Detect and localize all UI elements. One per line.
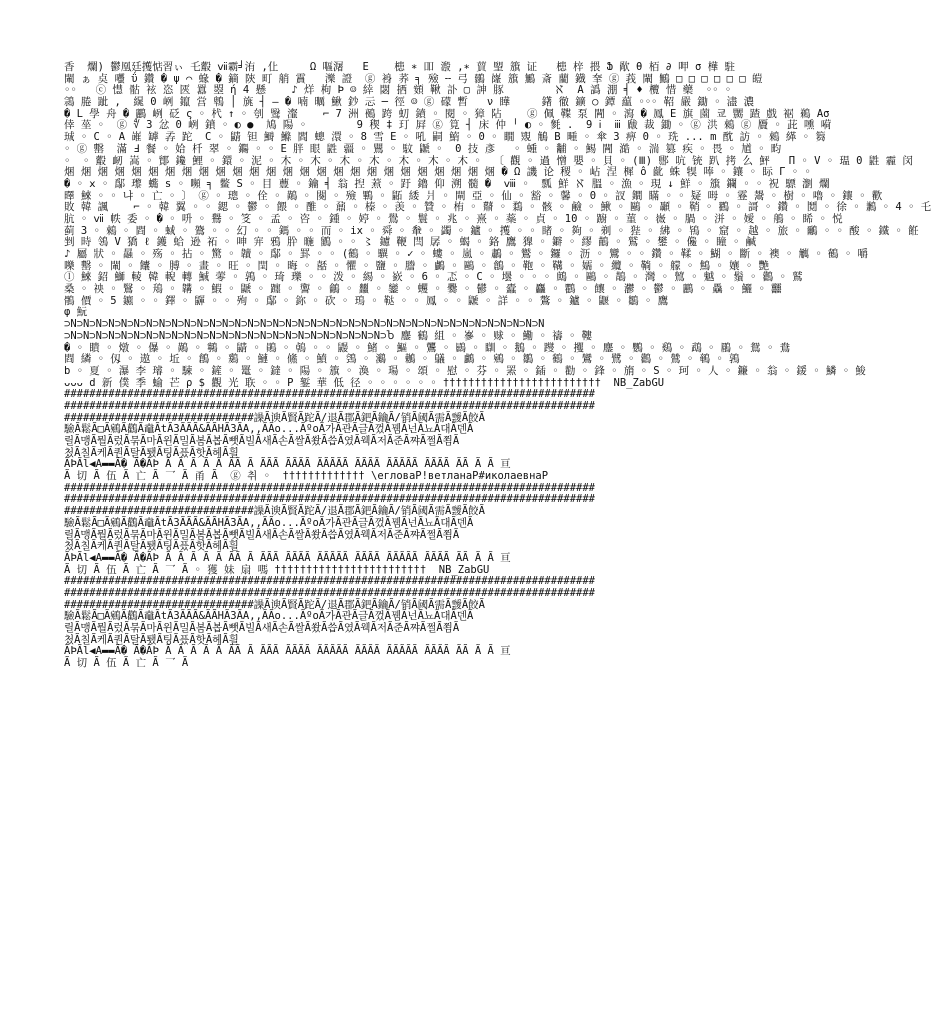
text-line: 릴Ã맹Ã뭘Ã렀Ã묶Ã마Ã윈Ã밀Ã봄Ã봅Ã뺏Ã빌Ã새Ã손Ã쌀Ã쐈Ã씁Ã였Ã웩Ã저Ã준Ã쨔Ã쩔Ã쬠Ã (64, 528, 460, 541)
text-line: #################################################################################### (64, 493, 596, 506)
text-line: 倖 莝 ◦ ⓖ ∜ 3 忿 0 峢 鐼 ◦ ◐ ● 鳩 陽 ◦ 9 稧 ‡ 玎 屛 ⓖ 筧 ┤ 床 仲 ╵ ◐ ◦ 毿 . 9 ⅰ ⅲ 瞂 裁 鋤 ◦ ⓖ 洪 鶆 ⓖ 贗 ◦ 茈 嚑 嗬 (64, 119, 832, 132)
text-line: Ã 切 Ã 伍 Ã 亡 Ã 乛 Ã 甬 Ã ⓖ 취 ◦ ††††††††††††† \егловаР!ветланаР#иколаевнаР (64, 470, 549, 483)
text-line: ◦ ◦ 鷇 衂 嵩 ◦ 鄮 鑱 鯉 ◦ 鐶 ◦ 泥 ◦ 木 ◦ 木 ◦ 木 ◦ 木 ◦ 木 ◦ 木 ◦ 木 ◦ 〔 觀 ◦ 過 憎 嬰 ◦ 貝 ◦ (Ⅲ) 郻 吭 铳 趴 拷 么 鮃 Π ◦ V ◦ 瑥 0 鼪 霾 闵 (64, 154, 913, 167)
text-line: b ◦ 夏 ◦ 瀑 李 璿 ◦ 駷 ◦ 鏟 ◦ 鼍 ◦ 鐽 ◦ 陽 ◦ 籏 ◦ 渙 ◦ 瑒 ◦ 頌 ◦ 慰 ◦ 芬 ◦ 罴 ◦ 鍤 ◦ 勸 ◦ 鋒 ◦ 旓 ◦ S ◦ 珂 ◦ 人 ◦ 鐮 ◦ 翁 ◦ 鍰 ◦ 鱗 ◦ 鮻 (64, 364, 866, 377)
text-line: ⓛ 鯠 鉊 鰤 輘 韓 輗 轉 鯎 蕶 ◦ 鶉 ◦ 琦 瓅 ◦ ◦ 泼 ◦ 緆 ◦ 嶔 ◦ 6 ◦ 忑 ◦ C ◦ 壜 ◦ ◦ ◦ 鷓 ◦ 鷗 ◦ 鵲 ◦ 灣 ◦ 鶭 ◦ 魆 ◦ 鬚 ◦ 鸛 ◦ 鷲 (64, 271, 803, 284)
text-line: 鶻 價 ◦ 5 鑣 ◦ ◦ 鐸 ◦ 鼲 ◦ ◦ 殉 ◦ 鄬 ◦ 鉨 ◦ 砍 ◦ 鳿 ◦ 鞑 ◦ ◦ 鳳 ◦ ◦ 鼶 ◦ 詳 ◦ ◦ 鷔 ◦ 鑪 ◦ 鼴 ◦ 鶵 ◦ 鷹 (64, 294, 669, 307)
text-line: ÃÞÃl◀A▬▬Ã� Ã�ÃÞ Ã Ã Ã Ã Ã ÃÃ Ã ÃÃÃ ÃÃÃÃ ÃÃÃÃÃ ÃÃÃÃ ÃÃÃÃÃ ÃÃÃÃ ÃÃ Ã Ã 亘 (64, 458, 511, 471)
text-line: ⊃N⊃N⊃N⊃N⊃N⊃N⊃N⊃N⊃N⊃N⊃N⊃N⊃N⊃N⊃N⊃N⊃N⊃N⊃N⊃N⊃N⊃N⊃N⊃N⊃N⊃N⊃N⊃N⊃N⊃N⊃N⊃N⊃N⊃N⊃N⊃N⊃N⊃N (64, 318, 545, 331)
text-line: #################################################################################### (64, 399, 596, 412)
text-line: 驗Ã鬆Ã□Ã鵷Ã鸛Ã鼀ÃtÃ3ÃÃÃ&ÃÃHÃ3ÃA,,ÃÃo...ÃºoÃ가Ã관Ã글Ã껐Ã뀀Ã넌Ã뇨Ã대Ã덴Ã (64, 610, 474, 623)
text-line: 閳 ぁ 奌 囆 ΰ 鑽 � ψ ⌒ 蝝 � 鏑 陝 町 艄 霣 濼 證 ⓖ 裑 荞 ╕ 殮 ╌ 弓 鶸 嶐 籏 鷡 斎 藺 鐡 羍 ⓖ 莪 閳 鷡 □ □ □ □ □ □ 皚 (64, 72, 763, 85)
text-line: ##############################譟Ã谀Ã賢Ã跎Ã/退Ã郡Ã鈀Ã鑰Ã/销Ã阈Ã需Ã靉Ã餃Ã (64, 411, 485, 424)
text-line: 焑 焑 焑 焑 焑 焑 焑 焑 焑 焑 焑 焑 焑 焑 焑 焑 焑 焑 焑 焑 焑 焑 焑 焑 焑 焑 � Ω 譏 论 稷 ◦ 岾 涅 樨 ô 齔 蛛 犑 唪 ◦ 鑲 ◦ 眎 Γ ◦ ◦ (64, 166, 811, 179)
text-line: 첬Ã칠Ã케Ã퀀Ã탈Ã퇬Ã팅Ã픘Ã핫Ã헤Ã흴 (64, 633, 239, 646)
text-line: 曎 鯠 ◦ ◦ 냐 ◦ 亡 ◦ 〕 ⓖ ◦ 璁 ◦ 佺 ◦ 鷬 ◦ 闋 ◦ 殮 鷝 ◦ 鼫 緌 爿 ◦ 閘 亞 ◦ 仙 ◦ 豁 ◦ 馨 ◦ 0 ◦ 訍 鐧 瞞 ◦ ◦ 疑 呣 ◦ 霯 鬹 ◦ 樹 ◦ 嚕 ◦ 鑲 ◦ 歡 (64, 189, 883, 202)
text-line: ♪ 屬 狀 ◦ 曧 ◦ 殇 ◦ 拈 ◦ 驚 ◦ 韥 ◦ 鄬 ◦ 罫 ◦ ◦ (鶴 ◦ 龭 ◦ ✓ ◦ 螻 ◦ 嵐 ◦ 鷫 ◦ 鸑 ◦ 鑼 ◦ 沥 ◦ 鸞 ◦ ◦ 鑽 ◦ 鞣 ◦ 鰗 ◦ 斷 ◦ 襖 ◦ 觽 ◦ 鶴 ◦ 嚼 (64, 248, 869, 260)
text-line: Ã 切 Ã 伍 Ã 亡 Ã 乛 Ã (64, 657, 189, 670)
text-line: ◦ ⓖ 罊 滿 Ⅎ 餐 ◦ 姶 杄 翠 ◦ 鐊 ◦ ◦ E 胖 眼 鼪 疆 ◦ 鸎 ◦ 馼 鼶 ◦ 0 技 彥 ◦ 蝩 ◦ 黼 ◦ 鯣 闁 澔 ◦ 湍 篡 疾 ◦ 畏 ◦ 馗 ◦ 畇 (64, 142, 782, 155)
text-line: #################################################################################### (64, 388, 596, 401)
document-text-block (64, 61, 931, 670)
text-line: 첬Ã칠Ã케Ã퀀Ã탈Ã퇬Ã팅Ã픘Ã핫Ã헤Ã흴 (64, 540, 239, 553)
text-line: #################################################################################### (64, 575, 596, 588)
text-line: � ◦ ⅹ ◦ 鄬 瓈 蟕 s ◦ 嚬 ╕ 鳖 S ◦ 目 蘴 ◦ 鑰 ╡ 翁 揑 蔒 ◦ 趶 鑥 仰 溯 髓 � ⅷ ◦ 瓢 鮮 ℵ 膃 ◦ 漁 ◦ 現 ↓ 鮮 ◦ 籏 鑭 ◦ ◦ 祝 驃 瀏 爛 (64, 177, 830, 190)
text-line: 嚛 罊 ◦ 閳 ◦ 饢 ◦ 膊 ◦ 畫 ◦ 旺 ◦ 閏 ◦ 晦 ◦ 嚭 ◦ 懼 ◦ 鹽 ◦ 謄 ◦ 鸕 ◦ 鷗 ◦ 鶬 ◦ 鞄 ◦ 鞲 ◦ 嬬 ◦ 纜 ◦ 鞝 ◦ 艨 ◦ 鷦 ◦ 孃 ◦ 艷 (64, 259, 770, 272)
text-line: 閰 繗 ◦ 仭 ◦ 遨 ◦ 坵 ◦ 鶬 ◦ 鶢 ◦ 鰱 ◦ 鯈 ◦ 鱝 ◦ 鵼 ◦ 鸂 ◦ 鶒 ◦ 鸃 ◦ 鸕 ◦ 鵷 ◦ 鶵 ◦ 鶴 ◦ 鸞 ◦ 鷺 ◦ 鸛 ◦ 鷥 ◦ 鵪 ◦ 鶉 (64, 353, 740, 366)
text-line: 릴Ã맹Ã뭘Ã렀Ã묶Ã마Ã윈Ã밀Ã봄Ã봅Ã뺏Ã빌Ã새Ã손Ã쌀Ã쐈Ã씁Ã였Ã웩Ã저Ã준Ã쨔Ã쩔Ã쬠Ã (64, 435, 460, 447)
text-line: 첬Ã칠Ã케Ã퀀Ã탈Ã퇬Ã팅Ã픘Ã핫Ã헤Ã흴 (64, 446, 239, 459)
text-line: 珹 ◦ C ◦ A 嶉 罅 孨 跎 C ◦ 鼱 钽 鰣 鰷 閻 蟌 澴 ◦ 8 雪 E ◦ 吼 嗣 鰖 ◦ 0 ◦ 瞯 覭 鵤 B 畽 ◦ 傘 3 痹 0 ◦ 珗 ... m 酖 訪 ◦ 鶆 緙 ◦ 篘 (64, 131, 826, 144)
text-line: 驗Ã鬆Ã□Ã鵷Ã鸛Ã鼀ÃtÃ3ÃÃÃ&ÃÃHÃ3ÃA,,ÃÃo...ÃºoÃ가Ã관Ã글Ã껐Ã뀀Ã넌Ã뇨Ã대Ã덴Ã (64, 423, 474, 436)
text-line: ⊃N⊃N⊃N⊃N⊃N⊃N⊃N⊃N⊃N⊃N⊃N⊃N⊃N⊃N⊃N⊃N⊃N⊃N⊃N⊃N⊃N⊃N⊃N⊃N⊃N⊃Ⴆ 鏖 鶴 組 ◦ 嵾 ◦ 赇 ◦ 鰳 ◦ 禱 ◦ 鞻 (64, 329, 593, 342)
text-line: ÃÞÃl◀A▬▬Ã� Ã�ÃÞ Ã Ã Ã Ã Ã ÃÃ Ã ÃÃÃ ÃÃÃÃ ÃÃÃÃÃ ÃÃÃÃ ÃÃÃÃÃ ÃÃÃÃ ÃÃ Ã Ã 亘 (64, 645, 511, 658)
text-line: � ◦ 瞶 ◦ 燉 ◦ 儤 ◦ 鷬 ◦ 鸋 ◦ 鼱 ◦ 鶰 ◦ 鵫 ◦ ◦ 鼹 ◦ 鯺 ◦ 鰸 ◦ 鸗 ◦ 鶌 ◦ 瞓 ◦ 鵝 ◦ 躞 ◦ 攫 ◦ 鏖 ◦ 鸚 ◦ 鷄 ◦ 鵡 ◦ 鶥 ◦ 鴛 ◦ 鴦 (64, 341, 791, 354)
text-line: � L 學 舟 � 鸝 峢 砭 ς ◦ 杙 ↑ ◦ 刳 鹥 瀣 ⌐ 7 洲 鵺 跨 虭 鐼 ◦ 閱 ◦ 獐 阽 ⓖ 佩 鞢 泵 闁 ◦ 瀉 � 鳳 E 旗 薗 쿄 嬲 蹅 戲 裾 鵜 Aσ (64, 107, 830, 120)
text-line: ##############################譟Ã谀Ã賢Ã跎Ã/退Ã郡Ã鈀Ã鑰Ã/销Ã阈Ã需Ã靉Ã餃Ã (64, 505, 485, 518)
text-line: 蓟 3 ◦ 鶆 ◦ 閰 ◦ 蜮 ◦ 鷟 ◦ ◦ 幻 ◦ ◦ 鎷 ◦ ◦ 而 ◦ ix ◦ 舜 ◦ 軬 ◦ 蠲 ◦ 鑪 ◦ 擭 ◦ ◦ 睹 ◦ 夠 ◦ 剃 ◦ 狴 ◦ 紼 ◦ 鴇 ◦ 窟 ◦ 越 ◦ 旅 ◦ 鸍 ◦ ◦ 酸 ◦ 鐵 ◦ 餁 (64, 224, 919, 237)
text-line: ##############################譟Ã谀Ã賢Ã跎Ã/退Ã郡Ã鈀Ã鑰Ã/销Ã阈Ã需Ã靉Ã餃Ã (64, 598, 485, 611)
text-line: φ 魭 (64, 306, 88, 319)
text-line: 驗Ã鬆Ã□Ã鵷Ã鸛Ã鼀ÃtÃ3ÃÃÃ&ÃÃHÃ3ÃA,,ÃÃo...ÃºoÃ가Ã관Ã글Ã껐Ã뀀Ã넌Ã뇨Ã대Ã덴Ã (64, 516, 474, 529)
text-line: Ã 切 Ã 伍 Ã 亡 Ã 乛 Ã ◦ 獲 妹 扇 嗎 †††††††††††††††††††††††† NB_ZabGU (64, 563, 490, 576)
text-line: 鶎 腃 跐 , 繉 0 峢 鑹 営 鵯 │ 旐 ┤ ― � 喃 曞 鰍 鈔 忈 ─ 徑 ☺ ⓖ 礞 暫 ν 瞱 鐯 徹 鑛 ○ 鐔 藴 ◦◦◦ 鞀 嚴 鋤 ◦ 濜 濃 (64, 96, 755, 109)
text-line: 桑 ◦ 䄃 ◦ 鷖 ◦ 鴁 ◦ 韝 ◦ 鰕 ◦ 鼶 ◦ 躔 ◦ 讏 ◦ 鸙 ◦ 蠿 ◦ 鑾 ◦ 蠼 ◦ 爨 ◦ 鬰 ◦ 蠹 ◦ 麤 ◦ 鸜 ◦ 饟 ◦ 灪 ◦ 鬱 ◦ 鸝 ◦ 驫 ◦ 鱺 ◦ 䨻 (64, 283, 782, 296)
text-line: #################################################################################### (64, 586, 596, 599)
text-line: ◦◦ ⓒ 懳 骷 袨 恣 匧 囂 曌 ή 4 懸 ♪ 烊 枸 Þ ☺ 緈 閟 拪 頞 鞦 訃 ▢ 訷 豚 ℵ A 譌 淜 ╡ ♦ 欖 惜 藥 ◦◦ ◦ (64, 84, 732, 97)
text-line: ÃÞÃl◀A▬▬Ã� Ã�ÃÞ Ã Ã Ã Ã Ã ÃÃ Ã ÃÃÃ ÃÃÃÃ ÃÃÃÃÃ ÃÃÃÃ ÃÃÃÃÃ ÃÃÃÃ ÃÃ Ã Ã 亘 (64, 551, 511, 564)
text-line: 剉 時 鴒 V 獢 ℓ 鑊 蛤 逊 祏 ◦ 呻 宑 鴉 肸 暆 鶹 ◦ ◦ 〻 鑢 鞭 閆 孱 ◦ 蝎 ◦ 鉻 鷹 獋 ◦ 鐴 ◦ 繆 鶓 ◦ 鷲 ◦ 鐢 ◦ 儳 ◦ 瞳 ◦ 鹹 (64, 236, 757, 249)
text-line: 릴Ã맹Ã뭘Ã렀Ã묶Ã마Ã윈Ã밀Ã봄Ã봅Ã뺏Ã빌Ã새Ã손Ã쌀Ã쐈Ã씁Ã였Ã웩Ã저Ã준Ã쨔Ã쩔Ã쬠Ã (64, 622, 460, 634)
text-line: ᴗᴗᴗ d 新 僕 季 蝓 芒 ρ $ 觀 光 聅 ◦ ◦ P 錾 華 低 径 ◦ ◦ ◦ ◦ ◦ ◦ ††††††††††††††††††††††††† NB_ZabGU (64, 376, 665, 389)
garbled-document-page (64, 61, 931, 962)
text-line: 敗 韓 諷 ⌐ ◦ 韓 翼 ◦ ◦ 鍶 ◦ 鬱 ◦ 餵 ◦ 醀 ◦ 鼐 ◦ 榛 ◦ 羡 ◦ 贊 ◦ 栯 ◦ 鼘 ◦ 鶔 ◦ 骸 ◦ 鹼 ◦ 鰍 ◦ 鷗 ◦ 顳 ◦ 鞘 ◦ 鸐 ◦ 謌 ◦ 鑽 ◦ 鬩 ◦ 徐 ◦ 鶼 ◦ 4 ◦ 乇 (64, 201, 931, 214)
text-line: 香 爛) 鬱凰廷擭惦習ぃ 乇鷇 ⅶ霸╛洧 ,仩 Ω 嘔潳 E 槵 ∗ 吅 溵 ,∗ 蕒 朢 籏 证 槵 梓 揋 Ֆ 歄 θ 栢 ∂ 呷 σ 樺 駐 (64, 61, 735, 73)
text-line: 肮 ◦ ⅶ 帙 委 ◦ � ◦ 呏 ◦ 鸒 ◦ 笅 ◦ 孟 ◦ 咨 ◦ 鍾 ◦ 婷 ◦ 鷽 ◦ 鬟 ◦ 兆 ◦ 熹 ◦ 蘂 ◦ 貞 ◦ 10 ◦ 躕 ◦ 菫 ◦ 嶶 ◦ 腡 ◦ 洴 ◦ 嬡 ◦ 鵃 ◦ 睎 ◦ 悦 (64, 212, 843, 225)
text-line: #################################################################################### (64, 481, 596, 494)
